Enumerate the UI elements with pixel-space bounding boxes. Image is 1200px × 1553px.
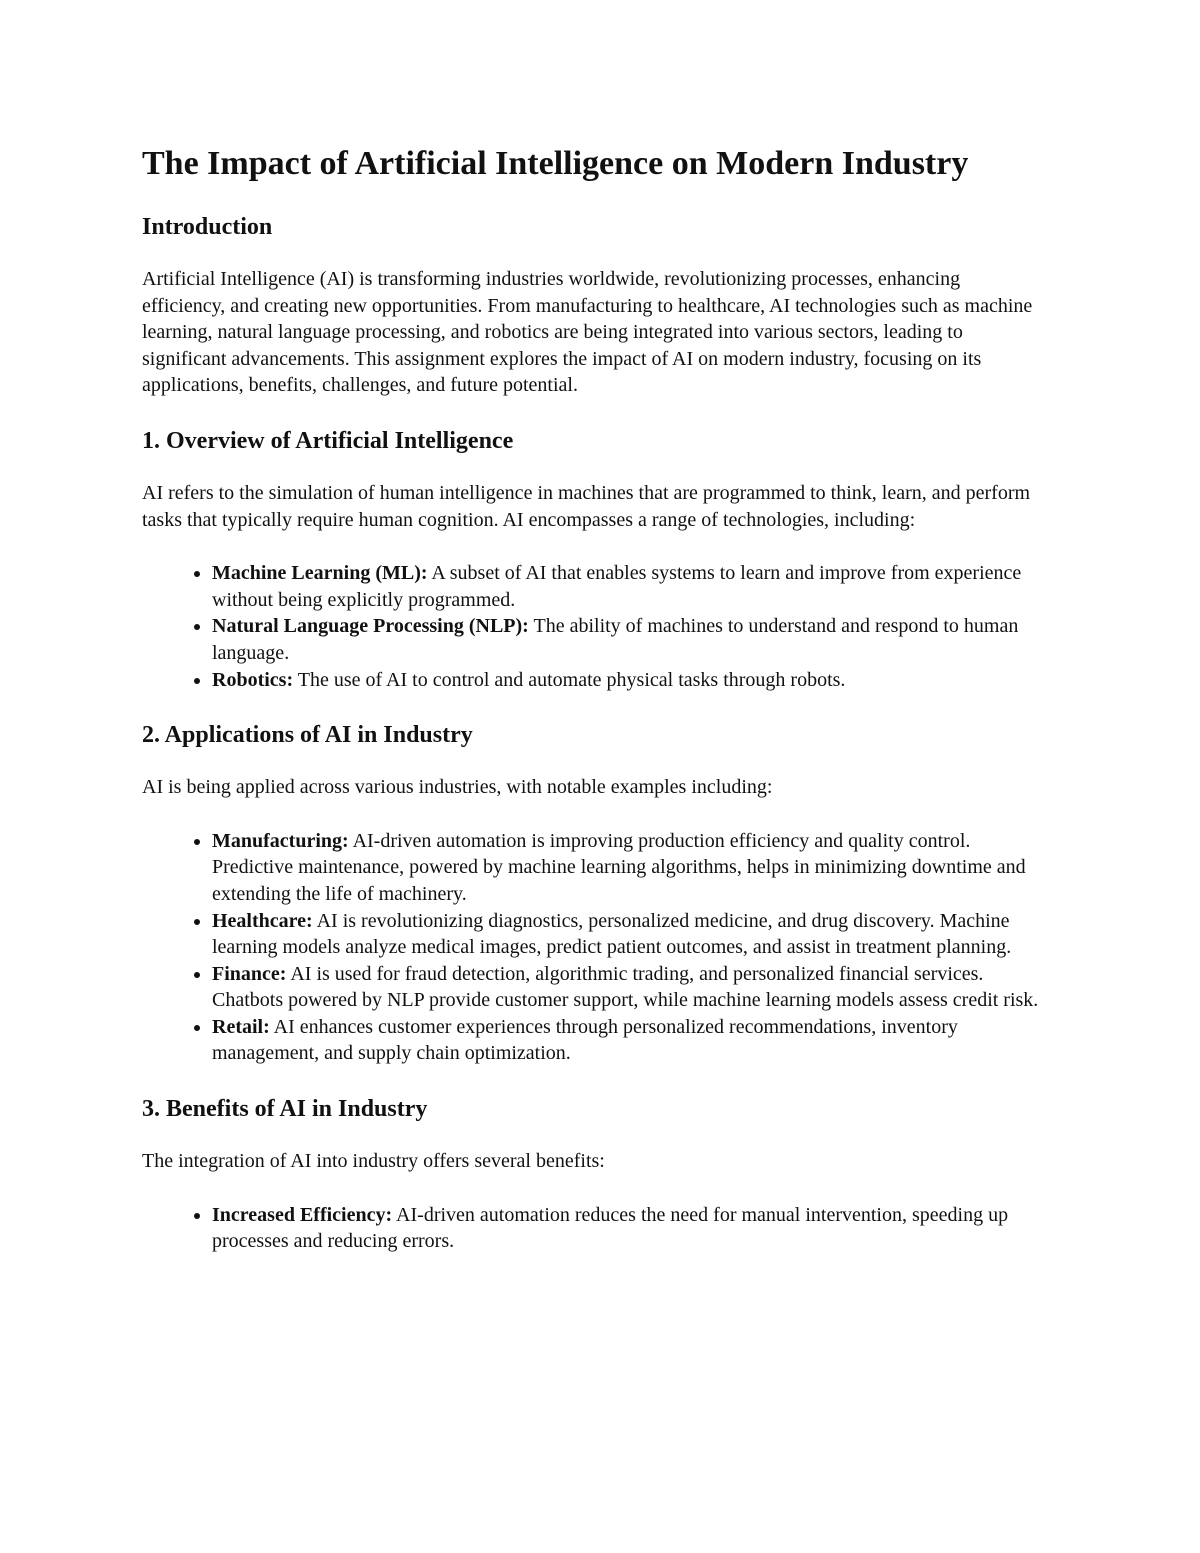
- list-item: [212, 667, 1042, 694]
- list-item: [212, 613, 1042, 666]
- bullet-list-overview: [142, 560, 1042, 693]
- list-item: [212, 1014, 1042, 1067]
- bullet-list-applications: [142, 828, 1042, 1067]
- document-body: [142, 142, 1042, 1282]
- list-item: [212, 961, 1042, 1014]
- introduction-heading: Introduction: [142, 214, 273, 240]
- section-heading-benefits: 3. Benefits of AI in Industry: [142, 1096, 428, 1123]
- list-item-text: AI is revolutionizing diagnostics, personalized medicine, and drug discovery. Machine learning models analyze medical images, predict patient outcomes, and assist in treatment planning.: [212, 909, 1012, 959]
- list-item-text: AI enhances customer experiences through personalized recommendations, inventory management, and supply chain optimization.: [212, 1015, 958, 1065]
- section-paragraph-benefits: The integration of AI into industry offers several benefits:: [142, 1150, 605, 1173]
- section-paragraph-applications: AI is being applied across various industries, with notable examples including:: [142, 776, 773, 799]
- list-item-text: A subset of AI that enables systems to learn and improve from experience without being explicitly programmed.: [212, 562, 1022, 611]
- bullet-list-benefits: [142, 1202, 1042, 1255]
- list-item-term: Healthcare:: [212, 909, 313, 932]
- list-item-text: AI is used for fraud detection, algorithmic trading, and personalized financial services. Chatbots powered by NLP provide customer support, while machine learning models assess credit risk.: [212, 962, 1039, 1012]
- list-item: [212, 560, 1042, 613]
- list-item-term: Increased Efficiency:: [212, 1203, 393, 1226]
- section-paragraph-overview: AI refers to the simulation of human intelligence in machines that are programmed to think, learn, and perform tasks that typically require human cognition. AI encompasses a range of technologies, including:: [142, 481, 1031, 531]
- list-item-text: AI-driven automation reduces the need for manual intervention, speeding up processes and reducing errors.: [212, 1203, 1009, 1253]
- list-item-term: Machine Learning (ML):: [212, 562, 428, 585]
- list-item-term: Manufacturing:: [212, 829, 349, 852]
- section-heading-overview: 1. Overview of Artificial Intelligence: [142, 427, 514, 454]
- list-item-term: Natural Language Processing (NLP):: [212, 615, 529, 638]
- list-item: [212, 1202, 1042, 1255]
- section-heading-applications: 2. Applications of AI in Industry: [142, 722, 473, 749]
- list-item-term: Retail:: [212, 1015, 270, 1038]
- list-item-text: The use of AI to control and automate physical tasks through robots.: [293, 668, 846, 691]
- list-item: [212, 908, 1042, 961]
- list-item: [212, 828, 1042, 908]
- list-item-term: Finance:: [212, 962, 287, 985]
- list-item-term: Robotics:: [212, 668, 294, 691]
- introduction-paragraph: Artificial Intelligence (AI) is transforming industries worldwide, revolutionizing processes, enhancing efficiency, and creating new opportunities. From manufacturing to healthcare, AI technologies such as machine learning, natural language processing, and robotics are being integrated into various sectors, leading to significant advancements. This assignment explores the impact of AI on modern industry, focusing on its applications, benefits, challenges, and future potential.: [142, 268, 1033, 397]
- list-item-text: The ability of machines to understand and respond to human language.: [212, 615, 1019, 664]
- document-title: The Impact of Artificial Intelligence on Modern Industry: [142, 145, 969, 182]
- list-item-text: AI-driven automation is improving production efficiency and quality control. Predictive maintenance, powered by machine learning algorithms, helps in minimizing downtime and extending the life of machinery.: [212, 829, 1026, 905]
